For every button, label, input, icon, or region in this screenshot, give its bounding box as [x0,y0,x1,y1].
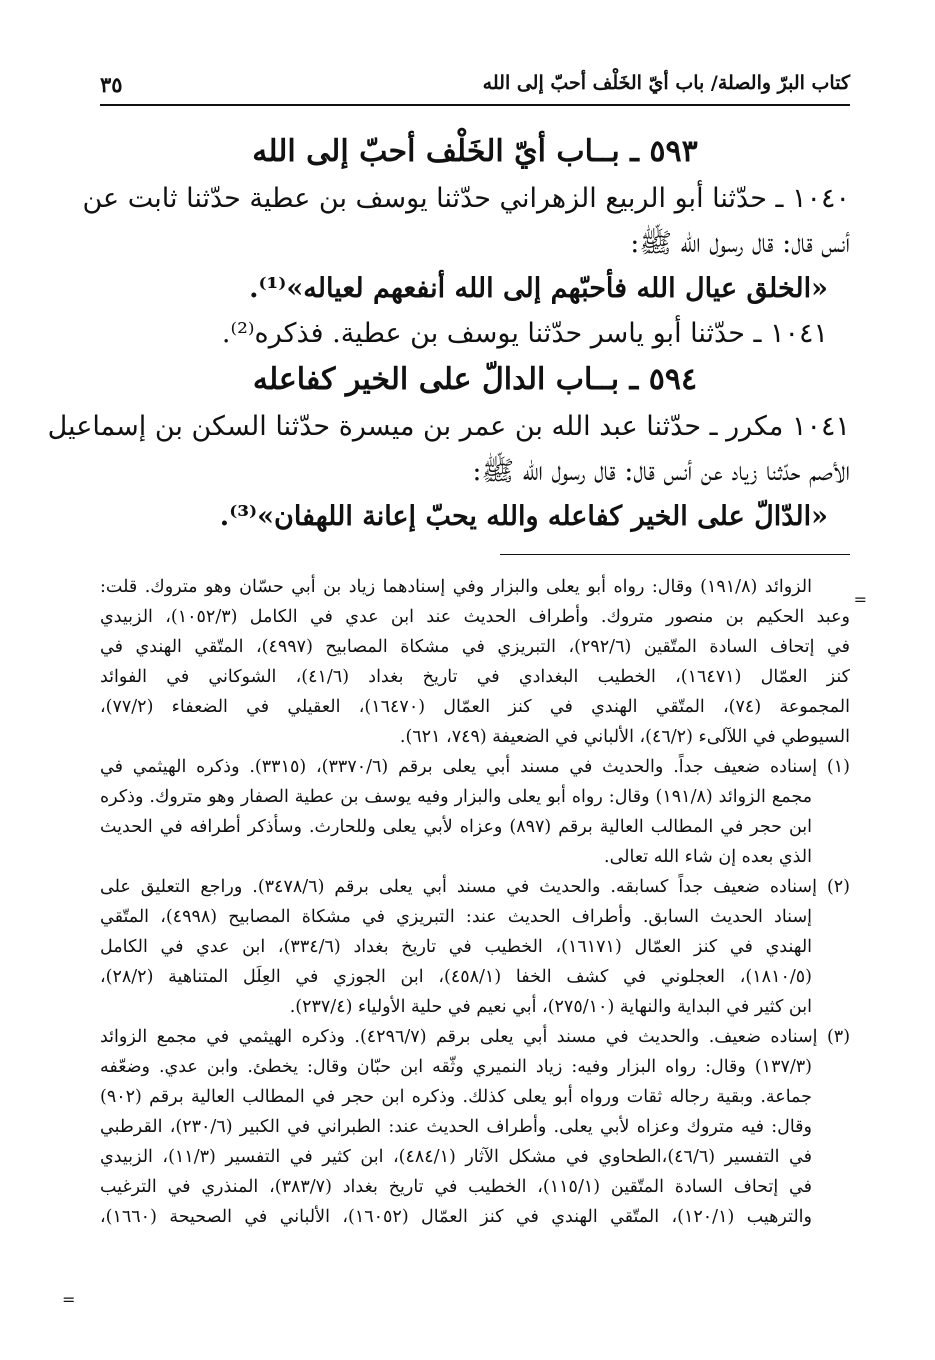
footnote-continued-line: المجموعة (٧٤)، المتّقي الهندي في كنز العمّال (١٦٤٧٠)، العقيلي في الضعفاء (٧٧/٢)، [100,697,850,717]
running-title: كتاب البرّ والصلة/ باب أيّ الخَلْف أحبّ إلى الله [482,72,850,94]
footnote-1-line: مجمع الزوائد (١٩١/٨) وقال: رواه أبو يعلى والبزار وفيه يوسف بن عطية الصفار وهو متروك. وذكره [100,787,812,807]
footnote-divider [500,554,850,555]
footnote-continued-line: الزوائد (١٩١/٨) وقال: رواه أبو يعلى والبزار وفي إسنادهما زياد بن أبي حسّان وهو متروك. قلت: [100,577,813,597]
page-number: ٣٥ [100,72,123,97]
footnote-2-line: (٢) إسناده ضعيف جداً كسابقه. والحديث في مسند أبي يعلى برقم (٣٤٧٨/٦). وراجع التعليق على [100,877,850,897]
hadith-1040-matn: «الخلق عيال الله فأحبّهم إلى الله أنفعهم لعياله»⁽¹⁾. [249,273,828,304]
hadith-1041-repeat-matn: «الدّالّ على الخير كفاعله والله يحبّ إعانة اللهفان»⁽³⁾. [219,501,828,532]
chapter-heading-594: ٥٩٤ ـ بــاب الدالّ على الخير كفاعله [252,362,698,397]
hadith-1041-repeat-isnad: ١٠٤١ مكرر ـ حدّثنا عبد الله بن عمر بن ميسرة حدّثنا السكن بن إسماعيل [47,411,850,442]
footnote-1-line: ابن حجر في المطالب العالية برقم (٨٩٧) وعزاه لأبي يعلى وللحارث. وسأذكر أطرافه في الحديث [100,817,812,837]
footnote-continued-line: السيوطي في اللآلىء (٤٦/٢)، الألباني في الضعيفة (٧٤٩، ٦٢١). [399,727,850,747]
hadith-1041: ١٠٤١ ـ حدّثنا أبو ياسر حدّثنا يوسف بن عطية. فذكره⁽²⁾. [221,318,828,349]
footnote-2-line: الهندي في كنز العمّال (١٦١٧١)، الخطيب في تاريخ بغداد (٣٣٤/٦)، ابن عدي في الكامل [100,937,813,957]
footnote-2-line: إسناد الحديث السابق. وأطراف الحديث عند: التبريزي في مشكاة المصابيح (٤٩٩٨)، المتّقي [100,907,812,927]
footnote-continued-line: في إتحاف السادة المتّقين (٢٩٢/٦)، التبريزي في مشكاة المصابيح (٤٩٩٧)، المتّقي الهندي في [100,637,850,657]
footnote-2-line: ابن كثير في البداية والنهاية (٢٧٥/١٠)، أبي نعيم في حلية الأولياء (٢٣٧/٤). [289,997,812,1017]
footnote-1-line: الذي بعده إن شاء الله تعالى. [604,847,812,867]
footnote-3-line: في التفسير (٤٦/٦)،الطحاوي في مشكل الآثار (٤٨٤/١)، ابن كثير في التفسير (١١/٣)، الزبيدي [100,1147,813,1167]
main-text [47,128,850,539]
header-divider [100,104,850,106]
continued-mark: = [62,1290,76,1309]
footnote-3-line: وقال: فيه متروك وعزاه لأبي يعلى. وأطراف الحديث عند: الطبراني في الكبير (٢٣٠/٦)، القرطبي [100,1117,812,1137]
chapter-heading-593: ٥٩٣ ـ بــاب أيّ الخَلْف أحبّ إلى الله [252,134,698,169]
footnotes [100,572,850,1232]
footnote-2-line: (١٨١٠/٥)، العجلوني في كشف الخفا (٤٥٨/١)، ابن الجوزي في العِلَل المتناهية (٢٨/٢)، [100,967,812,987]
footnote-3-line: والترهيب (١٢٠/١)، المتّقي الهندي في كنز العمّال (١٦٠٥٢)، الألباني في الصحيحة (١٦٦٠)، [100,1207,812,1227]
page-header [100,70,850,104]
footnote-continued-line: كنز العمّال (١٦٤٧١)، الخطيب البغدادي في تاريخ بغداد (٤١/٦)، الشوكاني في الفوائد [100,667,850,687]
footnote-3-line: في إتحاف السادة المتّقين (١١٥/١)، الخطيب في تاريخ بغداد (٣٨٣/٧)، المنذري في الترغيب [100,1177,812,1197]
footnote-1-line: (١) إسناده ضعيف جداً. والحديث في مسند أبي يعلى برقم (٣٣٧٠/٦)، (٣٣١٥). وذكره الهيثمي في [100,757,850,777]
hadith-1040-isnad: ١٠٤٠ ـ حدّثنا أبو الربيع الزهراني حدّثنا يوسف بن عطية حدّثنا ثابت عن [82,183,850,214]
hadith-1041-repeat-isnad-end: الأصم حدّثنا زياد عن أنس قال: قال رسول الله ﷺ: [472,456,850,487]
hadith-1040-isnad-end: أنس قال: قال رسول الله ﷺ: [630,228,850,259]
footnote-3-line: جماعة. وبقية رجاله ثقات ورواه أبو يعلى كذلك. وذكره ابن حجر في المطالب العالية برقم (٩٠٢) [100,1087,812,1107]
footnote-3-line: (١٣٧/٣) وقال: رواه البزار وفيه: زياد النميري وثّقه ابن حبّان وقال: يخطئ. وابن عدي. وضعّفه [100,1057,812,1077]
footnote-3-line: (٣) إسناده ضعيف. والحديث في مسند أبي يعلى برقم (٤٢٩٦/٧). وذكره الهيثمي في مجمع الزوائد [100,1027,851,1047]
footnote-continued-line: وعبد الحكيم بن منصور متروك. وأطراف الحديث عند ابن عدي في الكامل (١٠٥٢/٣)، الزبيدي [100,607,850,627]
continuation-mark: = [853,590,867,609]
